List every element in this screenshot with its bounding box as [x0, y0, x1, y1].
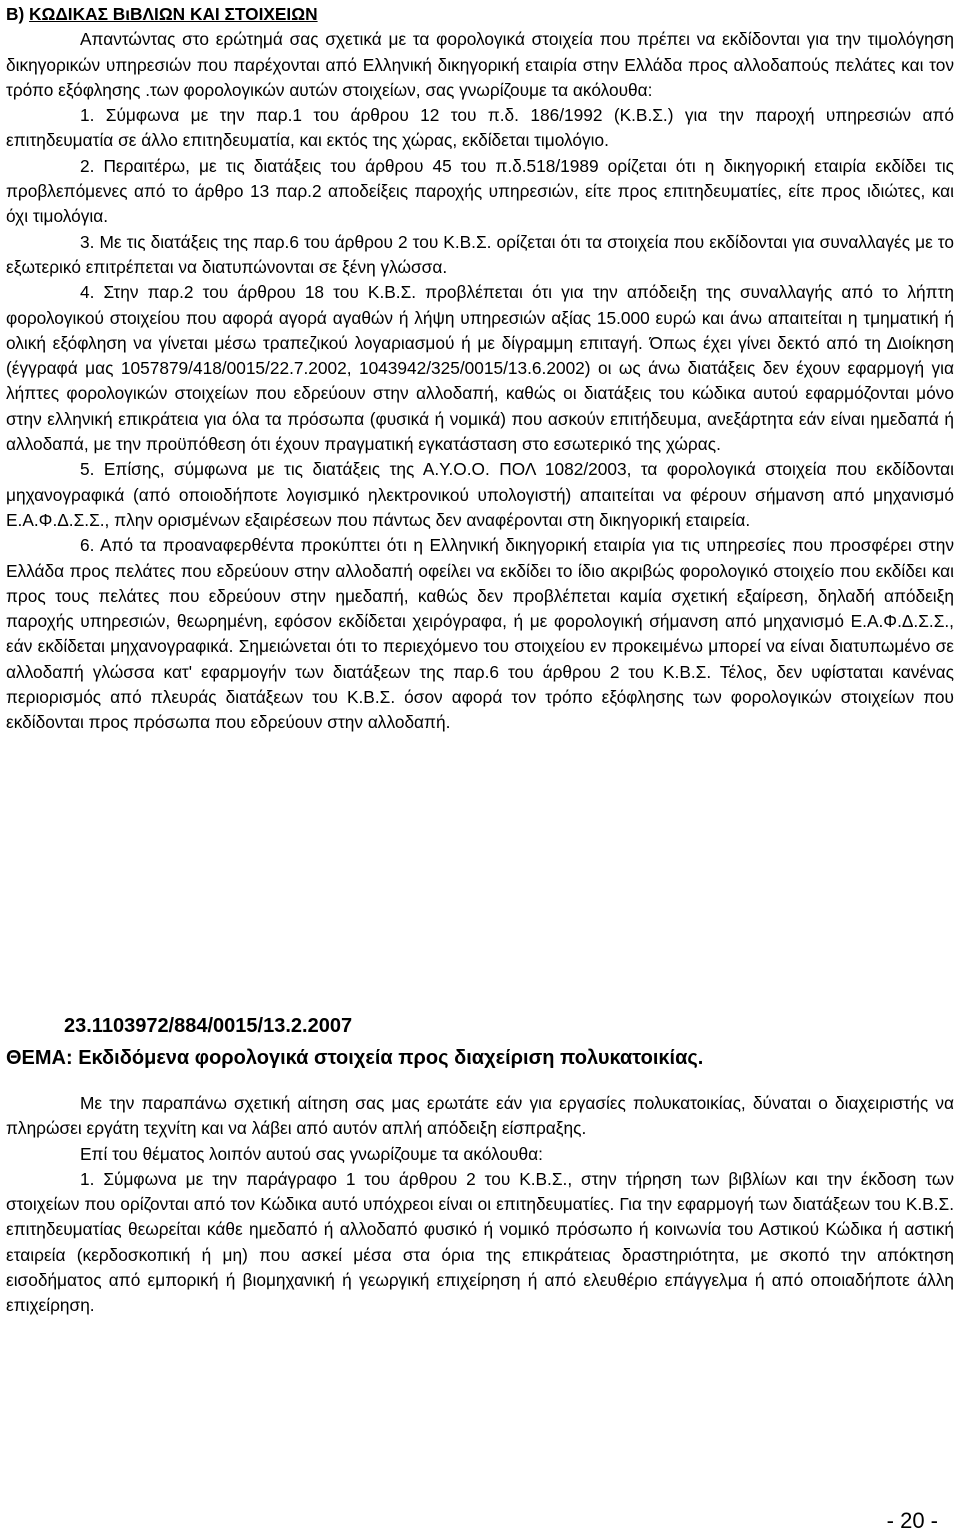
subject-heading: ΘΕΜΑ: Εκδιδόμενα φορολογικά στοιχεία προς διαχείριση πολυκατοικίας.: [6, 1047, 704, 1069]
paragraph: Απαντώντας στο ερώτημά σας σχετικά με τα φορολογικά στοιχεία που πρέπει να εκδίδονται για την τιμολόγηση δικηγορικών υπηρεσιών που παρέχονται από Ελληνική δικηγορική εταιρία στην Ελλάδα προς αλλοδαπούς πελάτες και τον τρόπο εξόφλησης .των φορολογικών αυτών στοιχείων, σας γνωρίζουμε τα ακόλουθα:: [6, 29, 954, 100]
paragraph: 1. Σύμφωνα με την παράγραφο 1 του άρθρου 2 του Κ.Β.Σ., στην τήρηση των βιβλίων και την έκδοση των στοιχείων που ορίζονται από τον Κώδικα αυτό υπόχρεοι είναι οι επιτηδευματίες. Για την εφαρμογή των διατάξεων του Κ.Β.Σ. επιτηδευματίας θεωρείται κάθε ημεδαπό ή αλλοδαπό φυσικό ή νομικό πρόσωπο ή κοινωνία του Αστικού Κώδικα ή αστική εταιρεία (κερδοσκοπική ή μη) που ασκεί μέσα στα όρια της επικράτειας δραστηριότητα, με σκοπό την απόκτηση εισοδήματος από εμπορική ή βιομηχανική ή γεωργική επιχείρηση ή από ελευθέριο επάγγελμα ή από οποιαδήποτε άλλη επιχείρηση.: [6, 1168, 954, 1316]
paragraph: Επί του θέματος λοιπόν αυτού σας γνωρίζουμε τα ακόλουθα:: [80, 1143, 543, 1164]
section-b: [6, 2, 954, 736]
paragraph: 2. Περαιτέρω, με τις διατάξεις του άρθρου 45 του π.δ.518/1989 ορίζεται ότι η δικηγορική εταιρία εκδίδει τις προβλεπόμενες από το άρθρο 13 παρ.2 αποδείξεις παροχής υπηρεσιών, είτε προς επιτηδευματίες, είτε προς ιδιώτες, και όχι τιμολόγια.: [6, 155, 954, 227]
paragraph: 6. Από τα προαναφερθέντα προκύπτει ότι η Ελληνική δικηγορική εταιρία για τις υπηρεσίες που προσφέρει στην Ελλάδα προς πελάτες που εδρεύουν στην αλλοδαπή οφείλει να εκδίδει το ίδιο ακριβώς φορολογικό στοιχείο που εκδίδει και προς τους πελάτες που εδρεύουν στην ημεδαπή, καθώς δεν προβλέπεται καμία σχετική εξαίρεση, δηλαδή απόδειξη παροχής υπηρεσιών, θεωρημένη, εφόσον εκδίδεται χειρόγραφα, ή με φορολογική σήμανση από μηχανισμό Ε.Α.Φ.Δ.Σ.Σ., εάν εκδίδεται μηχανογραφικά. Σημειώνεται ότι το περιεχόμενο του στοιχείου εν προκειμένω μπορεί να είναι διατυπωμένο σε αλλοδαπή γλώσσα κατ' εφαρμογήν των διατάξεων της παρ.6 του άρθρου 2 του Κ.Β.Σ. Τέλος, δεν υφίσταται κανένας περιορισμός από πλευράς διατάξεων του Κ.Β.Σ. όσον αφορά τον τρόπο εξόφλησης των φορολογικών στοιχείων που εκδίδονται προς πρόσωπα που εδρεύουν στην αλλοδαπή.: [6, 535, 954, 733]
section-b-heading: [6, 2, 954, 27]
section-b-label: Β): [6, 4, 30, 24]
section-23: [6, 1013, 954, 1319]
section-b-title: ΚΩΔΙΚΑΣ ΒιΒΛΙΩΝ ΚΑΙ ΣΤΟΙΧΕΙΩΝ: [29, 4, 318, 24]
page-number: - 20 -: [886, 1507, 938, 1533]
paragraph: 3. Με τις διατάξεις της παρ.6 του άρθρου 2 του Κ.Β.Σ. ορίζεται ότι τα στοιχεία που εκδίδονται για συναλλαγές με το εξωτερικό επιτρέπεται να διατυπώνονται σε ξένη γλώσσα.: [6, 231, 954, 277]
paragraph: Με την παραπάνω σχετική αίτηση σας μας ερωτάτε εάν για εργασίες πολυκατοικίας, δύναται ο διαχειριστής να πληρώσει εργάτη τεχνίτη και να λάβει από αυτόν απλή απόδειξη είσπραξης.: [6, 1093, 954, 1139]
paragraph: 4. Στην παρ.2 του άρθρου 18 του Κ.Β.Σ. προβλέπεται ότι για την απόδειξη της συναλλαγής από το λήπτη φορολογικού στοιχείου που αφορά αγορά αγαθών ή λήψη υπηρεσιών αξίας 15.000 ευρώ και άνω απαιτείται η τμηματική ή ολική εξόφληση να γίνεται μέσω τραπεζικού λογαριασμού ή με δίγραμμη επιταγή. Όπως έχει γίνει δεκτό από τη Διοίκηση (έγγραφά μας 1057879/418/0015/22.7.2002, 1043942/325/0015/13.6.2002) οι ως άνω διατάξεις δεν έχουν εφαρμογή για λήπτες φορολογικών στοιχείων που εδρεύουν στην αλλοδαπή, καθώς οι διατάξεις του κώδικα αυτού εφαρμόζονται μόνο στην ελληνική επικράτεια για όλα τα πρόσωπα (φυσικά ή νομικά) που ασκούν επιτήδευμα, ανεξάρτητα εάν είναι ημεδαπά ή αλλοδαπά, με την προϋπόθεση ότι έχουν πραγματική εγκατάσταση στο εσωτερικό της χώρας.: [6, 282, 954, 455]
document-number: 23.1103972/884/0015/13.2.2007: [64, 1015, 353, 1037]
paragraph: 5. Επίσης, σύμφωνα με τις διατάξεις της Α.Υ.Ο.Ο. ΠΟΛ 1082/2003, τα φορολογικά στοιχεία που εκδίδονται μηχανογραφικά (από οποιοδήποτε λογισμικό ηλεκτρονικού υπολογιστή) απαιτείται να φέρουν σήμανση από μηχανισμό Ε.Α.Φ.Δ.Σ.Σ., πλην ορισμένων εξαιρέσεων που πάντως δεν αναφέρονται στη δικηγορική εταιρεία.: [6, 459, 954, 530]
paragraph: 1. Σύμφωνα με την παρ.1 του άρθρου 12 του π.δ. 186/1992 (Κ.Β.Σ.) για την παροχή υπηρεσιών από επιτηδευματία σε άλλο επιτηδευματία, και εκτός της χώρας, εκδίδεται τιμολόγιο.: [6, 105, 954, 151]
